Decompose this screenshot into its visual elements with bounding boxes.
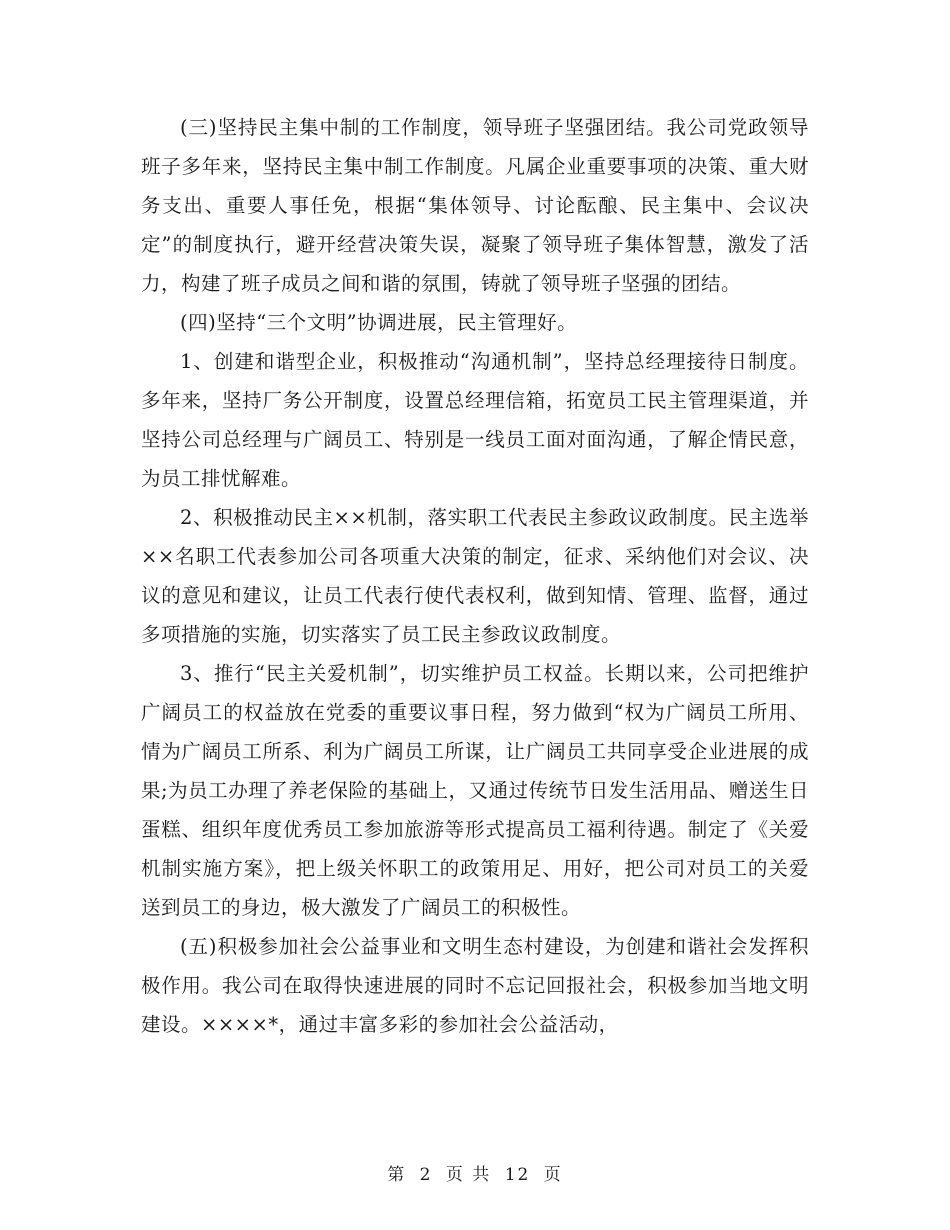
current-page-number: 2	[419, 1165, 433, 1185]
paragraph-section-five: (五)积极参加社会公益事业和文明生态村建设，为创建和谐社会发挥积极作用。我公司在取得快速进展的同时不忘记回报社会，积极参加当地文明建设。××××*，通过丰富多彩的参加社会公益活动，	[141, 935, 809, 1036]
footer-suffix: 页	[543, 1165, 563, 1185]
paragraph-item-two: 2、积极推动民主××机制，落实职工代表民主参政议政制度。民主选举××名职工代表参加公司各项重大决策的制定，征求、采纳他们对会议、决议的意见和建议，让员工代表行使代表权利，做到知情、管理、监督，通过多项措施的实施，切实落实了员工民主参政议政制度。	[141, 506, 809, 646]
page-number-footer	[0, 1160, 950, 1185]
paragraph-section-three: (三)坚持民主集中制的工作制度，领导班子坚强团结。我公司党政领导班子多年来，坚持民主集中制工作制度。凡属企业重要事项的决策、重大财务支出、重要人事任免，根据“集体领导、讨论酝酿、民主集中、会议决定”的制度执行，避开经营决策失误，凝聚了领导班子集体智慧，激发了活力，构建了班子成员之间和谐的氛围，铸就了领导班子坚强的团结。	[141, 116, 809, 295]
paragraph-section-four-heading: (四)坚持“三个文明”协调进展，民主管理好。	[180, 311, 578, 334]
paragraph-item-one: 1、创建和谐型企业，积极推动“沟通机制”，坚持总经理接待日制度。多年来，坚持厂务公开制度，设置总经理信箱，拓宽员工民主管理渠道，并坚持公司总经理与广阔员工、特别是一线员工面对面沟通，了解企情民意，为员工排忧解难。	[141, 350, 809, 490]
footer-prefix: 第	[387, 1165, 407, 1185]
footer-middle: 页 共	[445, 1165, 492, 1185]
total-pages-number: 12	[504, 1165, 531, 1185]
paragraph-item-three: 3、推行“民主关爱机制”，切实维护员工权益。长期以来，公司把维护广阔员工的权益放在党委的重要议事日程，努力做到“权为广阔员工所用、情为广阔员工所系、利为广阔员工所谋，让广阔员工共同享受企业进展的成果;为员工办理了养老保险的基础上，又通过传统节日发生活用品、赠送生日蛋糕、组织年度优秀员工参加旅游等形式提高员工福利待遇。制定了《关爱机制实施方案》，把上级关怀职工的政策用足、用好，把公司对员工的关爱送到员工的身边，极大激发了广阔员工的积极性。	[141, 662, 809, 919]
document-body	[141, 108, 809, 1044]
